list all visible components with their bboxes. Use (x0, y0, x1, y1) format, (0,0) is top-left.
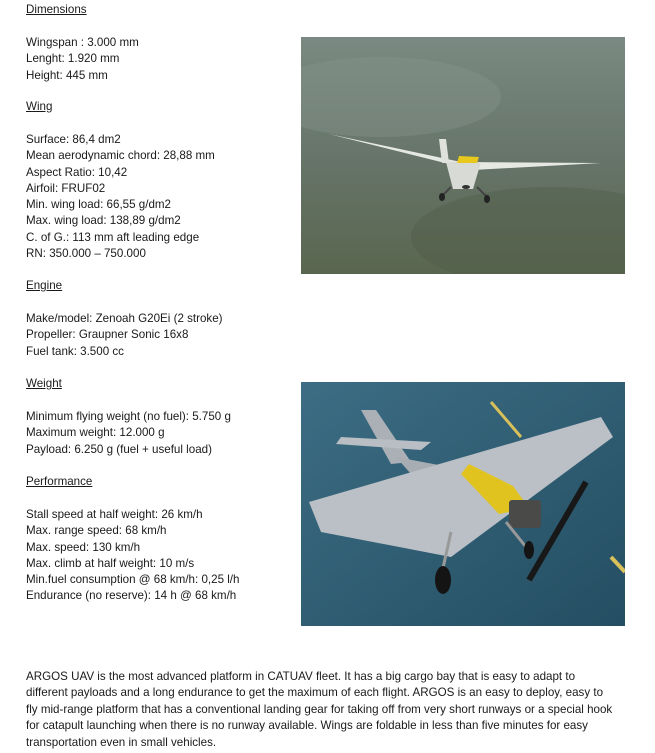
uav-in-flight-photo (301, 37, 625, 274)
spec-line: Make/model: Zenoah G20Ei (2 stroke) (26, 312, 223, 325)
spec-line: Propeller: Graupner Sonic 16x8 (26, 328, 189, 342)
spec-line: Minimum flying weight (no fuel): 5.750 g (26, 410, 231, 423)
wing-section (26, 99, 296, 262)
engine-section (26, 278, 296, 360)
spec-line: Maximum weight: 12.000 g (26, 426, 165, 440)
spec-line: Aspect Ratio: 10,42 (26, 165, 128, 179)
spec-line: Max. range speed: 68 km/h (26, 524, 167, 538)
dimensions-heading: Dimensions (26, 3, 87, 16)
spec-line: Min. wing load: 66,55 g/dm2 (26, 198, 172, 212)
weight-heading: Weight (26, 377, 62, 390)
spec-line: Max. climb at half weight: 10 m/s (26, 556, 195, 570)
spec-line: C. of G.: 113 mm aft leading edge (26, 230, 200, 244)
spec-line: Mean aerodynamic chord: 28,88 mm (26, 149, 215, 163)
dimensions-section (26, 2, 296, 84)
spec-line: Airfoil: FRUF02 (26, 181, 106, 195)
uav-hangar-photo (301, 382, 625, 626)
spec-line: Endurance (no reserve): 14 h @ 68 km/h (26, 589, 237, 603)
wing-heading: Wing (26, 100, 53, 113)
description-paragraph: ARGOS UAV is the most advanced platform in CATUAV fleet. It has a big cargo bay that is easy to adapt to different payloads and a long endurance to get the maximum of each flight. ARGOS is an easy to deploy, easy to fly mid-range platform that has a conventional landing gear for taking off from very short runways or a special hook for catapult launching when there is no runway available. Wings are foldable in less than five minutes for easy transportation even in small vehicles. (26, 670, 613, 749)
spec-line: Stall speed at half weight: 26 km/h (26, 508, 203, 521)
spec-line: Wingspan : 3.000 mm (26, 36, 139, 49)
performance-section (26, 474, 296, 605)
uav-hangar-image (301, 382, 625, 626)
spec-line: Max. speed: 130 km/h (26, 540, 141, 554)
weight-section (26, 376, 296, 458)
spec-line: Height: 445 mm (26, 68, 108, 82)
dimensions-list (26, 35, 296, 84)
spec-line: Surface: 86,4 dm2 (26, 133, 121, 146)
spec-line: Min.fuel consumption @ 68 km/h: 0,25 l/h (26, 573, 240, 587)
wing-list (26, 132, 296, 262)
spec-line: Max. wing load: 138,89 g/dm2 (26, 214, 181, 228)
spec-line: Payload: 6.250 g (fuel + useful load) (26, 442, 212, 456)
engine-heading: Engine (26, 279, 63, 292)
performance-heading: Performance (26, 475, 93, 488)
spec-line: RN: 350.000 – 750.000 (26, 247, 146, 261)
engine-list (26, 311, 296, 360)
performance-list (26, 507, 296, 605)
uav-in-flight-image (301, 37, 625, 274)
spec-line: Fuel tank: 3.500 cc (26, 344, 124, 358)
weight-list (26, 409, 296, 458)
spec-line: Lenght: 1.920 mm (26, 52, 120, 66)
